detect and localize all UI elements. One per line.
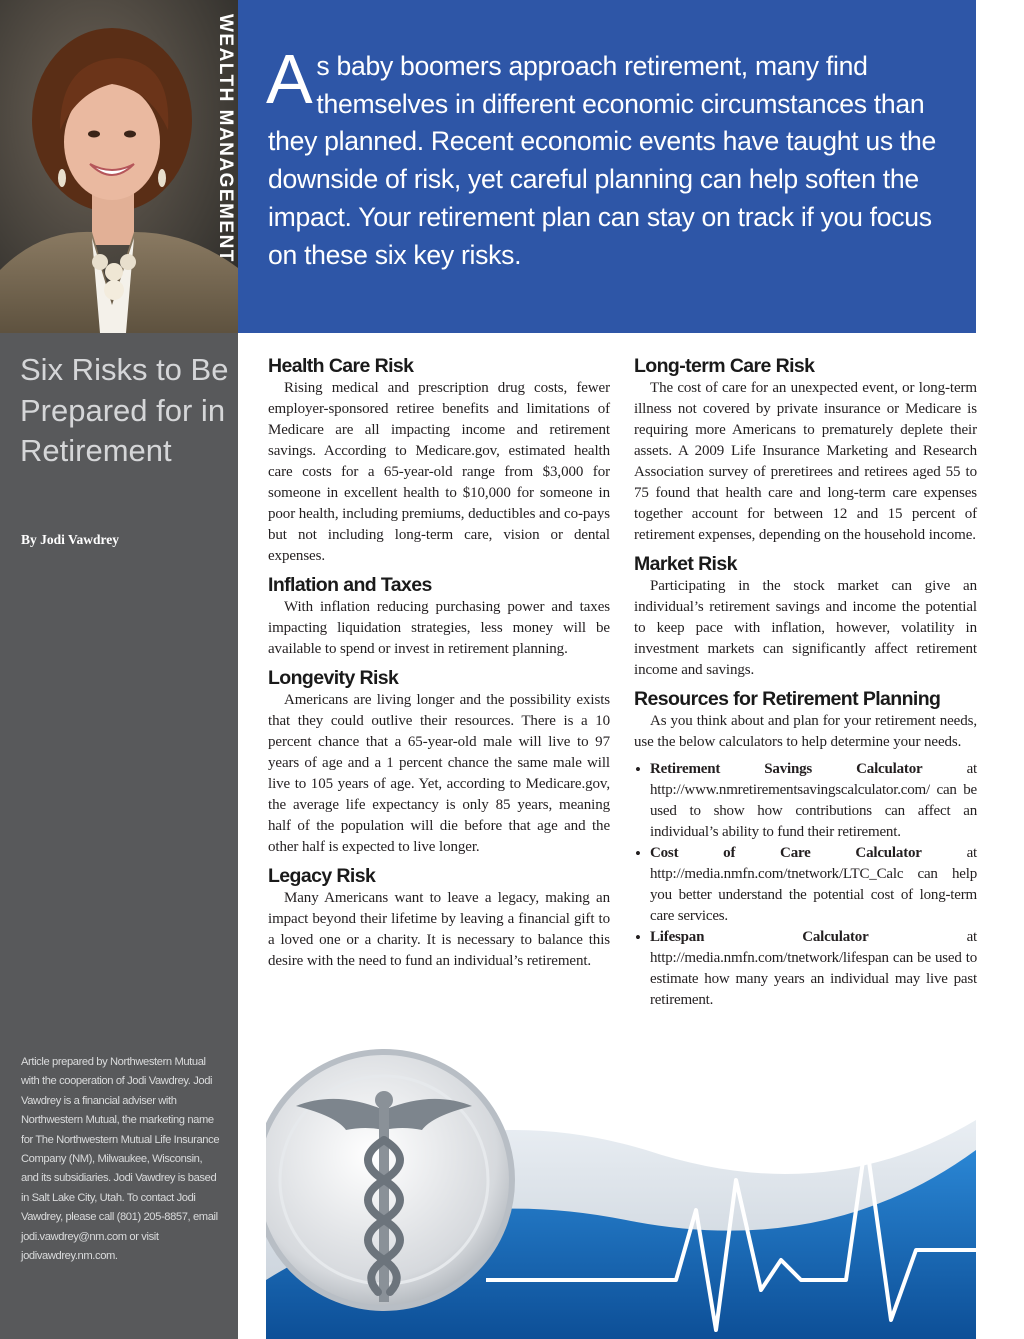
body-legacy-risk: Many Americans want to leave a legacy, making an impact beyond their lifetime by leaving a financial gift to a loved one or a charity. It is necessary to balance this desire with the need to fund an individual’s retirement. [268, 890, 610, 969]
calculator-desc: at http://www.nmretirementsavingscalculator.com/ can be used to show how contributions can affect an individual’s ability to fund their retirement. [650, 761, 977, 840]
body-longevity-risk: Americans are living longer and the possibility exists that they could outlive their resources. There is a 10 percent chance that a 65-year-old male will live to 97 years of age and a 1 percent chance the same male will live to 105 years of age. Yet, according to Medicare.gov, the average life expectancy is only 85 years, meaning half of the population will die before that age and the other half is expected to live longer. [268, 692, 610, 855]
article-title: Six Risks to Be Prepared for in Retirement [20, 352, 229, 468]
heading-legacy-risk: Legacy Risk [268, 865, 376, 887]
body-market-risk: Participating in the stock market can give an individual’s retirement savings and income the potential to keep pace with inflation, however, volatility in investment markets can significantly affect retirement income and savings. [634, 578, 977, 678]
left-column [268, 350, 610, 978]
calculator-desc: at http://media.nmfn.com/tnetwork/lifespan can be used to estimate how many years an individual may live past retirement. [650, 929, 977, 1008]
heading-longevity-risk: Longevity Risk [268, 667, 399, 689]
intro-box [238, 0, 976, 333]
calculator-list [634, 759, 977, 1011]
heading-health-care-risk: Health Care Risk [268, 355, 414, 377]
intro-paragraph [266, 40, 958, 274]
body-long-term-care-risk: The cost of care for an unexpected event, or long-term illness not covered by private insurance or Medicare is requiring more Americans to prematurely deplete their assets. A 2009 Life Insurance Marketing and Research Association survey of preretirees and retirees aged 55 to 75 found that health care and long-term care expenses together account for between 12 and 15 percent of retirement expenses, depending on the household income. [634, 380, 977, 543]
intro-body: s baby boomers approach retirement, many find themselves in different economic circumstances than they planned. Recent economic events have taught us the downside of risk, yet careful planning can help soften the impact. Your retirement plan can stay on track if you focus on these six key risks. [268, 51, 937, 270]
list-item [634, 843, 977, 927]
heading-long-term-care-risk: Long-term Care Risk [634, 355, 815, 377]
drop-cap: A [266, 40, 313, 118]
calculator-name: Lifespan Calculator [650, 929, 869, 945]
section-label: WEALTH MANAGEMENT [215, 14, 236, 263]
calculator-name: Cost of Care Calculator [650, 845, 922, 861]
calculator-name: Retirement Savings Calculator [650, 761, 923, 777]
sidebar [0, 0, 238, 1339]
heading-resources: Resources for Retirement Planning [634, 688, 941, 710]
byline: By Jodi Vawdrey [21, 532, 120, 547]
caduceus-heartbeat-illustration [266, 1030, 976, 1339]
body-inflation-and-taxes: With inflation reducing purchasing power and taxes impacting liquidation strategies, less money will be available to spend or invest in retirement planning. [268, 599, 610, 657]
calculator-desc: at http://media.nmfn.com/tnetwork/LTC_Calc can help you better understand the potential cost of long-term care services. [650, 845, 977, 924]
right-column [634, 350, 977, 1011]
author-portrait [0, 0, 238, 333]
list-item [634, 927, 977, 1011]
heading-market-risk: Market Risk [634, 553, 737, 575]
list-item [634, 759, 977, 843]
author-note: Article prepared by Northwestern Mutual with the cooperation of Jodi Vawdrey. Jodi Vawdrey is a financial adviser with Northwestern Mutual, the marketing name for The Northwestern Mutual Life Insurance Company (NM), Milwaukee, Wisconsin, and its subsidiaries. Jodi Vawdrey is based in Salt Lake City, Utah. To contact Jodi Vawdrey, please call (801) 205-8857, email jodi.vawdrey@nm.com or visit jodivawdrey.nm.com. [21, 1056, 220, 1263]
medical-illustration [266, 1030, 976, 1339]
body-health-care-risk: Rising medical and prescription drug costs, fewer employer-sponsored retiree benefits and limitations of Medicare are all impacting income and retirement savings. According to Medicare.gov, estimated health care costs for a 65-year-old range from $3,000 for someone in excellent health to $10,000 for someone in poor health, including premiums, deductibles and co-pays but not including long-term care, vision or dental expenses. [268, 380, 610, 564]
heading-inflation-and-taxes: Inflation and Taxes [268, 574, 432, 596]
body-resources: As you think about and plan for your retirement needs, use the below calculators to help determine your needs. [634, 713, 977, 750]
